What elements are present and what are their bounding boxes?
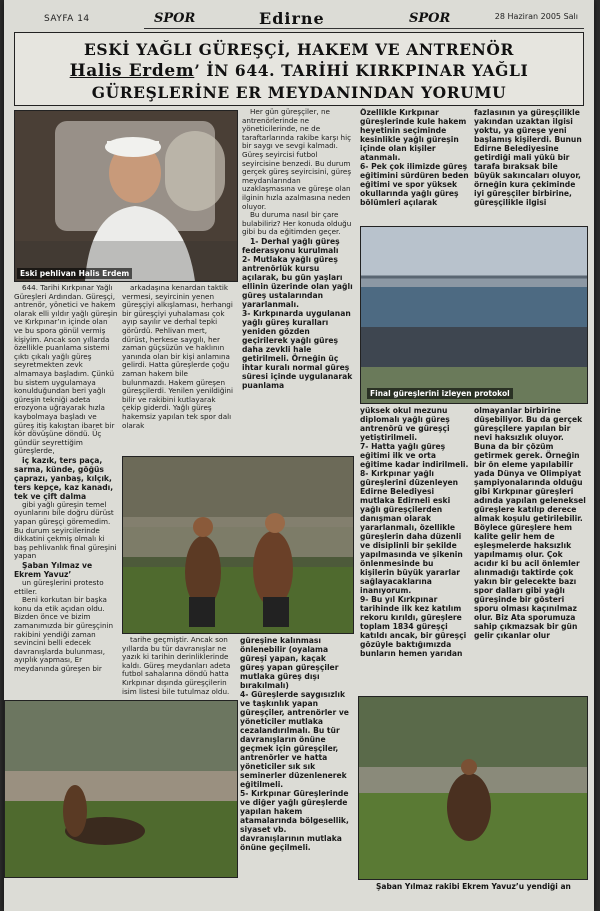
headline-line-1: ESKİ YAĞLI GÜREŞÇİ, HAKEM VE ANTRENÖR xyxy=(84,40,514,59)
page-number: SAYFA 14 xyxy=(44,14,90,24)
column-1-techniques: iç kazık, ters paça, sarma, künde, göğüs çaprazı, yanbaş, kılçık, ters kepçe, kaz kanadı, tek ve çift dalma xyxy=(14,455,114,501)
wrestling-image-center xyxy=(123,457,353,633)
headline-box xyxy=(14,32,584,106)
column-1-text: 644. Tarihi Kırkpınar Yağlı Güreşleri Ardından. Güreşçi, antrenör, yönetici ve hakem olarak elli yıldır yağlı güreşin ve Kırkpınar’ın içinde olan ve bu spora gönül vermiş kişiyim. Ancak son yıllarda özellikle puanlama sistemi çıktı çıkalı yağlı güreş seyretmekten zevk almamaya başladım. Çünkü bu sistem uygulamaya konulduğundan beri yağlı güreşin tekniği adeta erozyona uğrayarak hızla kaybolmaya başladı ve güreş itiş kakıştan ibaret bir kör dövüşüne döndü. Üç gündür seyrettiğim güreşlerde, xyxy=(14,284,118,456)
wrestling-photo-right xyxy=(358,696,588,880)
section-label-left: SPOR xyxy=(154,11,196,26)
headline-name: Halis Erdem xyxy=(69,61,195,81)
bottom-photo-caption: Şaban Yılmaz rakibi Ekrem Yavuz’u yendiği an xyxy=(376,882,571,891)
column-3-list: 1- Derhal yağlı güreş federasyonu kurulmalı 2- Mutlaka yağlı güreş antrenörlük kursu açılarak, bu gün yaşları ellinin üzerinde olan yağlı güreş ustalarından yararlanmalı. 3- Kırkpınarda uygulanan yağlı güreş kuralları yeniden gözden geçirilerek yağlı güreş daha zevkli hale getirilmeli. Örneğin üç ihtar kuralı normal güreş süresi içinde uygulanarak puanlama xyxy=(242,236,353,390)
column-3 xyxy=(242,108,354,454)
column-5-top: fazlasının ya güreşçilikle yakından uzaktan ilgisi yoktu, ya güreşe yeni başlamış kişilerdi. Bunun Edirne Belediyesine getirdiği mali yükü bir tarafa bıraksak bile büyük sakıncaları oluyor, örneğin kura çekiminde iyi güreşçiler birbirine, güreşçilikle ilgisi xyxy=(474,108,582,207)
portrait-caption: Eski pehlivan Halis Erdem xyxy=(17,268,132,279)
column-1 xyxy=(14,284,118,696)
newspaper-page xyxy=(4,0,594,911)
headline-line-2-rest: ’ İN 644. TARİHİ KIRKPINAR YAĞLI xyxy=(194,61,529,80)
column-1-text-3: un güreşlerini protesto ettiler. xyxy=(14,578,104,596)
headline-line-2 xyxy=(15,60,583,82)
wrestling-photo-center xyxy=(122,456,354,634)
page-header xyxy=(4,6,594,32)
header-rule xyxy=(144,28,584,29)
column-3-text-2: Bu duruma nasıl bir çare bulabiliriz? Her konuda olduğu gibi bu da eğitimden geçer. xyxy=(242,210,352,237)
column-4-top: Özellikle Kırkpınar güreşlerinde kule hakem heyetinin seçiminde kesinlikle yağlı güreşin içinde olan kişiler atanmalı. 6- Pek çok ilimizde güreş eğitimini sürdüren beden eğitimi ve spor yüksek okullarında yağlı güreş bölümleri açılarak xyxy=(360,108,469,207)
column-3-text: Her gün güreşçiler, ne antrenörlerinde ne yöneticilerinde, ne de taraftarlarında rakibe karşı hiç bir saygı ve sevgi kalmadı. Güreş seyircisi futbol seyircisine benzedi. Bu durum gerçek güreş seyircisini, güreş meydanlarından uzaklaşmasına ve güreşe olan ilginin hızla azalmasına neden oluyor. xyxy=(242,108,352,211)
wrestling-image-right xyxy=(359,697,587,879)
portrait-photo xyxy=(14,110,238,282)
column-2-lower xyxy=(122,636,234,706)
column-2 xyxy=(122,284,234,454)
stadium-photo xyxy=(360,226,588,404)
newspaper-name: Edirne xyxy=(259,9,325,28)
column-2-text: arkadaşına kenardan taktik vermesi, seyircinin yenen güreşçiyi alkışlaması, herhangi bir güreşçiyi yuhalaması çok ayıp sayılır ve derhal tepki görürdü. Pehlivan mert, dürüst, herkese saygılı, her zaman güçsüzün ve haklının yanında olan bir kişi anlamına gelirdi. Hatta güreşlerde çoğu zaman hakem bile bulunmazdı. Hakem güreşen güreşçilerdi. Yenilen yenildiğini bilir ve rakibini kutlayarak çekip giderdi. Yağlı güreş hakemsiz yapılan tek spor dalı olarak xyxy=(122,284,233,430)
column-5-lower: olmayanlar birbirine düşebiliyor. Bu da gerçek güreşçilere yapılan bir nevi haksızlık oluyor. Buna da bir çözüm getirmek gerek. Örneğin bir ön eleme yapılabilir yada Dünya ve Olimpiyat şampiyonalarında olduğu gibi Kırkpınar güreşleri adında yapılan geleneksel güreşlere katılıp derece almak koşulu getirilebilir. Böylece güreşlere hem kalite gelir hem de eşleşmelerde haksızlık yapılmamış olur. Çok acıdır ki bu acil önlemler alınmadığı taktirde çok yakın bir gelecekte bazı spor dalları gibi yağlı güreşinde bir gösteri sporu olması kaçınılmaz olur. Biz Ata sporumuza sahip çıkmazsak bir gün gelir çıkanlar olur xyxy=(474,406,586,640)
column-2-lower-text: tarihe geçmiştir. Ancak son yıllarda bu tür davranışlar ne yazık ki tarihin derinliklerinde kaldı. Güreş meydanları adeta futbol sahalarına döndü hatta Kırkpınar dışında güreşçilerin isim listesi bile tutulmaz oldu. xyxy=(122,636,231,696)
column-4-lower: yüksek okul mezunu diplomalı yağlı güreş antrenörü ve güreşçi yetiştirilmeli. 7- Hatta yağlı güreş eğitimi ilk ve orta eğitime kadar indirilmeli. 8- Kırkpınar yağlı güreşlerini düzenleyen Edirne Belediyesi mutlaka Edirneli eski yağlı güreşçilerden danışman olarak yararlanmalı, özellikle güreşlerin daha düzenli ve disiplinli bir şekilde yapılmasında ve şikenin önlenmesinde bu kişilerin büyük yararlar sağlayacaklarına inanıyorum. 9- Bu yıl Kırkpınar tarihinde ilk kez katılım rekoru kırıldı, güreşlere toplam 1834 güreşçi katıldı ancak, bir güreşçi gözüyle baktığımızda bunların hemen yarıdan xyxy=(360,406,469,658)
headline-line-3: GÜREŞLERİNE ER MEYDANINDAN YORUMU xyxy=(91,83,507,102)
portrait-image xyxy=(15,111,237,281)
column-3-lower: güreşine kalınması önlenebilir (oyalama güreşi yapan, kaçak güreş yapan güreşçiler mutlaka güreş dışı bırakılmalı) 4- Güreşlerde saygısızlık ve taşkınlık yapan güreşçiler, antrenörler ve yöneticiler mutlaka cezalandırılmalı. Bu tür davranışların önüne geçmek için güreşçiler, antrenörler ve hatta yöneticiler sık sık seminerler düzenlenerek eğitilmeli. 5- Kırkpınar Güreşlerinde ve diğer yağlı güreşlerde yapılan hakem atamalarında bölgesellik, siyaset vb. davranışlarının mutlaka önüne geçilmeli. xyxy=(240,636,349,852)
headline xyxy=(15,39,583,103)
stadium-caption: Final güreşlerini izleyen protokol xyxy=(367,388,513,399)
issue-date: 28 Haziran 2005 Salı xyxy=(494,12,578,21)
column-1-wrestlers: Şaban Yılmaz ve Ekrem Yavuz’ xyxy=(14,561,93,580)
wrestling-photo-left xyxy=(4,700,238,878)
section-label-right: SPOR xyxy=(409,11,451,26)
column-1-text-4: Beni korkutan bir başka konu da etik açıdan oldu. Bizden önce ve bizim zamanımızda bir güreşçinin rakibini yendiği zaman sevincini belli edecek davranışlarda bulunması, ayıplık yapması, Er meydanında güreşen bir xyxy=(14,595,114,673)
stadium-image xyxy=(361,227,587,403)
wrestling-image-left xyxy=(5,701,237,877)
column-1-text-2: gibi yağlı güreşin temel oyunlarını bile doğru dürüst yapan güreşçi göremedim. Bu durum seyircilerinde dikkatini çekmiş olmalı ki baş pehlivanlık final güreşini yapan xyxy=(14,499,117,561)
